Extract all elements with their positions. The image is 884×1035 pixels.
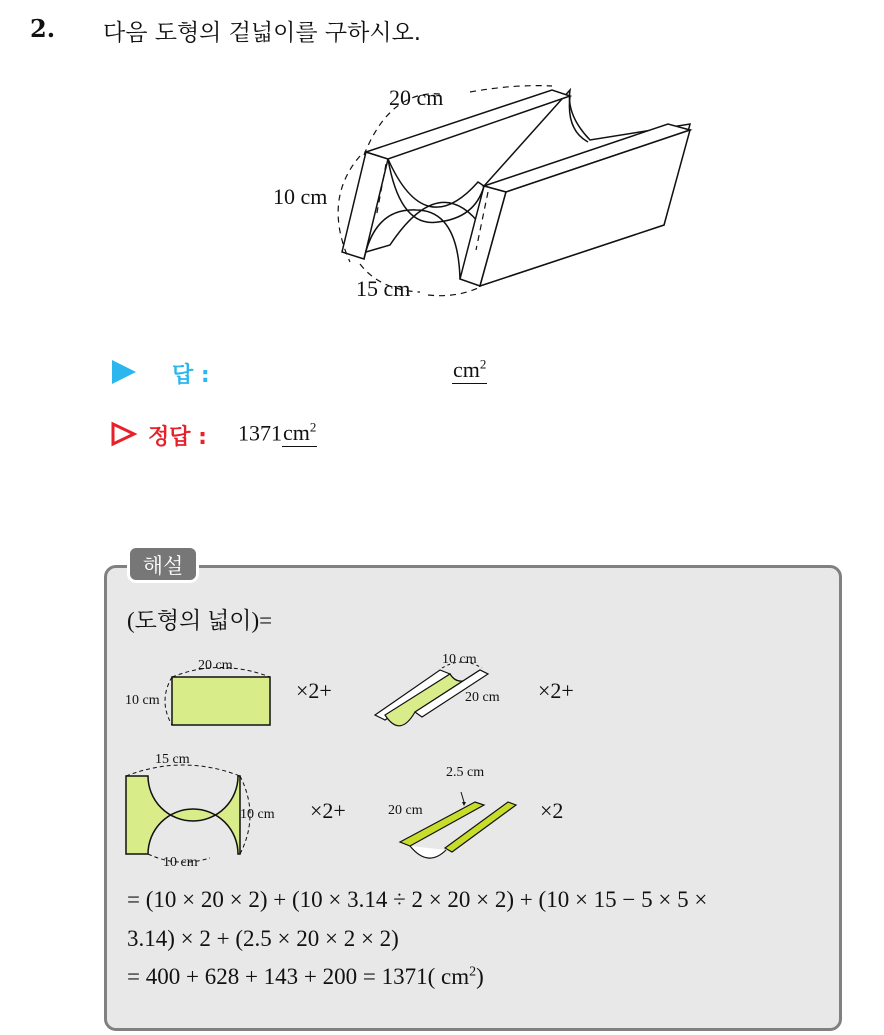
question-number: 2. [30, 14, 56, 43]
fig4-mult: ×2 [540, 798, 564, 823]
fig3-mult: ×2+ [310, 798, 346, 823]
height-label: 10 cm [273, 184, 328, 209]
formula-line-1: = (10 × 20 × 2) + (10 × 3.14 ÷ 2 × 20 × 2) + (10 × 15 − 5 × 5 × [127, 887, 708, 912]
fig3-bottom-label: 10 cm [163, 855, 198, 870]
fig3-top-label: 15 cm [155, 752, 190, 767]
answer-label: 답 : [172, 363, 210, 388]
formula-line-3: = 400 + 628 + 143 + 200 = 1371( $cm^2$) [127, 964, 484, 989]
correct-value: $1371cm^2$ [238, 420, 317, 446]
fig3-right-label: 10 cm [240, 807, 275, 822]
answer-unit: $cm^2$ [453, 357, 487, 383]
answer-arrow-icon [112, 360, 136, 384]
correct-arrow-icon [110, 421, 138, 447]
width-label: 15 cm [356, 276, 411, 301]
fig1-top-label: 20 cm [198, 658, 233, 673]
fig4-side-label: 20 cm [388, 803, 423, 818]
fig4-top-label: 2.5 cm [446, 765, 485, 780]
explanation-tab: 해설 [127, 545, 199, 583]
fig1-mult: ×2+ [296, 678, 332, 703]
top-strips-figure [390, 780, 520, 870]
formula-line-2: 3.14) × 2 + (2.5 × 20 × 2 × 2) [127, 926, 399, 951]
question-text: 다음 도형의 겉넓이를 구하시오. [103, 20, 422, 46]
explanation-intro: (도형의 넓이)= [127, 608, 273, 633]
correct-label: 정답 : [148, 425, 207, 450]
length-label: 20 cm [389, 85, 444, 110]
fig2-top-label: 10 cm [442, 652, 477, 667]
fig1-left-label: 10 cm [125, 693, 160, 708]
fig2-side-label: 20 cm [465, 690, 500, 705]
fig2-mult: ×2+ [538, 678, 574, 703]
